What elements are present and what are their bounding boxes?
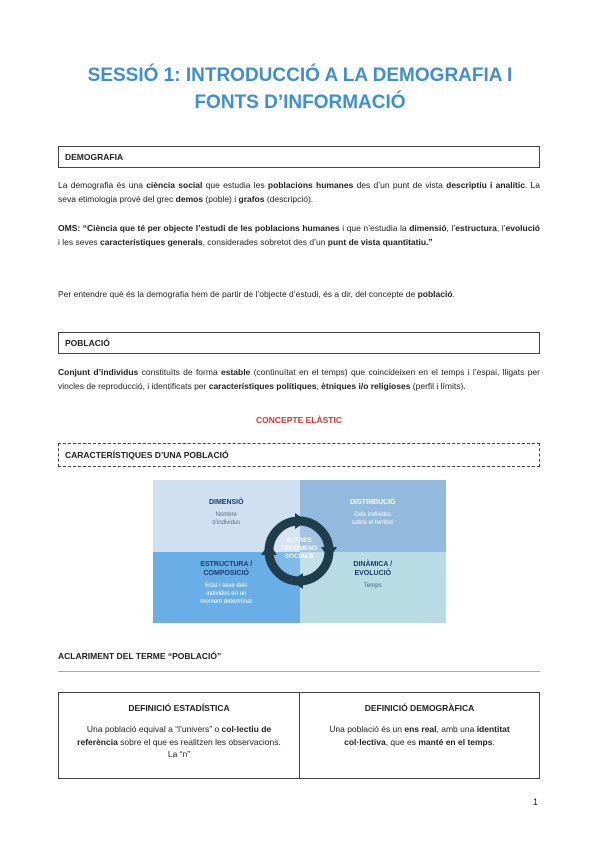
text-run: , l’ bbox=[446, 223, 456, 233]
concept-elastic-label: CONCEPTE ELÀSTIC bbox=[256, 415, 342, 425]
page-number: 1 bbox=[532, 797, 538, 807]
page-title-line1: SESSIÓ 1: INTRODUCCIÓ A LA DEMOGRAFIA I bbox=[87, 65, 513, 86]
cycle-center-line: SOCIALS bbox=[284, 553, 314, 560]
text-run-bold: ens real bbox=[404, 724, 437, 734]
text-run: (continuïtat en el temps) que coincideixen en el temps i l’espai, lligats per vincles de reproducció, i identificats per bbox=[58, 367, 540, 391]
text-run-bold: ètniques i/o religioses bbox=[321, 380, 411, 391]
text-run: (poble) i bbox=[203, 193, 239, 204]
text-run: , amb una bbox=[436, 724, 477, 734]
definition-demografica-body bbox=[310, 723, 529, 748]
text-run-bold: estable bbox=[220, 367, 251, 377]
section-heading-demografia bbox=[58, 146, 540, 168]
text-run-bold: característiques generals bbox=[100, 236, 203, 247]
text-run: Una població és un bbox=[329, 724, 405, 734]
quadrant-title: DIMENSIÓ bbox=[208, 499, 244, 506]
quadrant-title: DISTRIBUCIÓ bbox=[350, 499, 396, 506]
page-title-line2: FONTS D’INFORMACIÓ bbox=[194, 92, 406, 113]
text-run: i les seves bbox=[58, 236, 101, 247]
demografia-paragraph-1 bbox=[58, 179, 540, 206]
text-run: . bbox=[452, 289, 455, 299]
text-run: La “n” bbox=[167, 749, 191, 759]
text-run: . La seva etimologia prové del grec bbox=[58, 180, 541, 204]
text-run-bold: punt de vista quantitatiu bbox=[327, 236, 427, 247]
cycle-center-line: FENÒMENS bbox=[280, 545, 318, 552]
definition-estadistica-header: DEFINICIÓ ESTADÍSTICA bbox=[128, 703, 230, 713]
text-run: . bbox=[492, 736, 495, 747]
text-run-bold: Conjunt d’individus bbox=[58, 367, 139, 377]
section-heading-poblacio bbox=[58, 332, 540, 354]
text-run: , considerades sobretot des d’un bbox=[202, 236, 328, 247]
quadrant-subtitle-line: individus en un bbox=[206, 590, 247, 597]
section-heading-poblacio-label: POBLACIÓ bbox=[65, 338, 110, 348]
text-run-bold: característiques polítiques bbox=[208, 380, 317, 391]
text-run: (perfil i límits). bbox=[410, 380, 466, 391]
definition-estadistica-column bbox=[59, 693, 299, 778]
text-run-bold: descriptiu i analític bbox=[446, 180, 525, 190]
text-run-bold: evolució bbox=[505, 223, 540, 233]
text-run-bold: estudi de les poblacions humanes bbox=[200, 223, 340, 233]
quadrant-title-line: DINÀMICA / bbox=[353, 560, 393, 568]
text-run: i que n’estudia la bbox=[339, 223, 410, 233]
text-run-bold: grafos bbox=[238, 193, 265, 204]
quadrant-title-line: EVOLUCIÓ bbox=[354, 569, 392, 577]
definition-demografica-column bbox=[299, 693, 539, 778]
quadrant-subtitle-line: Nombre bbox=[215, 512, 237, 518]
quadrant-subtitle-line: Dels individus bbox=[354, 512, 392, 518]
demografia-paragraph-oms bbox=[58, 222, 540, 249]
definitions-table bbox=[58, 692, 540, 779]
cycle-center-label bbox=[259, 537, 339, 561]
quadrant-subtitle-line: moment determinat bbox=[200, 598, 253, 605]
text-run: que estudia les bbox=[202, 180, 268, 190]
text-run-bold: col·lectiu de referència bbox=[77, 724, 272, 747]
text-run-bold: ciència social bbox=[146, 180, 203, 190]
text-run-bold: OMS: “Ciència que té per objecte l’ bbox=[58, 223, 201, 233]
population-characteristics-diagram bbox=[153, 480, 446, 623]
section-heading-caracteristiques bbox=[58, 443, 540, 467]
text-run: (descripció). bbox=[264, 193, 314, 204]
quadrant-subtitle-line: Temps bbox=[363, 582, 382, 589]
quadrant-title-line: ESTRUCTURA / bbox=[200, 560, 253, 568]
section-heading-demografia-label: DEMOGRAFIA bbox=[65, 152, 124, 162]
demografia-paragraph-3 bbox=[58, 288, 540, 302]
text-run-bold: manté en el temps bbox=[418, 736, 493, 747]
text-run-bold: estructura bbox=[455, 223, 497, 233]
text-run: La demografia és una bbox=[58, 180, 147, 190]
text-run: , que es bbox=[385, 736, 419, 747]
cycle-center-line: ALTRES bbox=[286, 537, 312, 544]
divider bbox=[58, 671, 540, 672]
text-run: , bbox=[316, 380, 322, 391]
text-run: des d’un punt de vista bbox=[353, 180, 447, 190]
text-run-bold: població bbox=[417, 289, 453, 299]
quadrant-subtitle-line: Edat i sexe dels bbox=[205, 582, 248, 589]
text-run-bold: identitat col·lectiva bbox=[344, 724, 510, 747]
text-run: sobre el que es realitzen les observacions. bbox=[117, 736, 281, 747]
definition-demografica-header: DEFINICIÓ DEMOGRÀFICA bbox=[364, 703, 475, 713]
section-heading-caracteristiques-label: CARACTERÍSTIQUES D’UNA POBLACIÓ bbox=[65, 450, 229, 460]
poblacio-paragraph bbox=[58, 366, 540, 393]
text-run: Per entendre què és la demografia hem de partir de l’objecte d’estudi, és a dir, del concepte de bbox=[58, 289, 418, 299]
page-title bbox=[40, 62, 560, 116]
aclariment-heading: ACLARIMENT DEL TERME “POBLACIÓ” bbox=[58, 651, 222, 661]
definition-estadistica-body bbox=[69, 723, 289, 761]
text-run-bold: .” bbox=[426, 236, 433, 247]
quadrant-title-line: COMPOSICIÓ bbox=[203, 569, 249, 577]
quadrant-subtitle-line: d’individus bbox=[212, 520, 241, 526]
text-run-bold: demos bbox=[175, 193, 204, 204]
text-run: , l’ bbox=[496, 223, 506, 233]
text-run: constituïts de forma bbox=[138, 367, 221, 377]
text-run: Una població equival a “l’univers” o bbox=[86, 724, 222, 734]
quadrant-subtitle-line: sobre el territori bbox=[351, 520, 394, 526]
text-run-bold: poblacions humanes bbox=[267, 180, 354, 190]
text-run-bold: dimensió bbox=[409, 223, 447, 233]
